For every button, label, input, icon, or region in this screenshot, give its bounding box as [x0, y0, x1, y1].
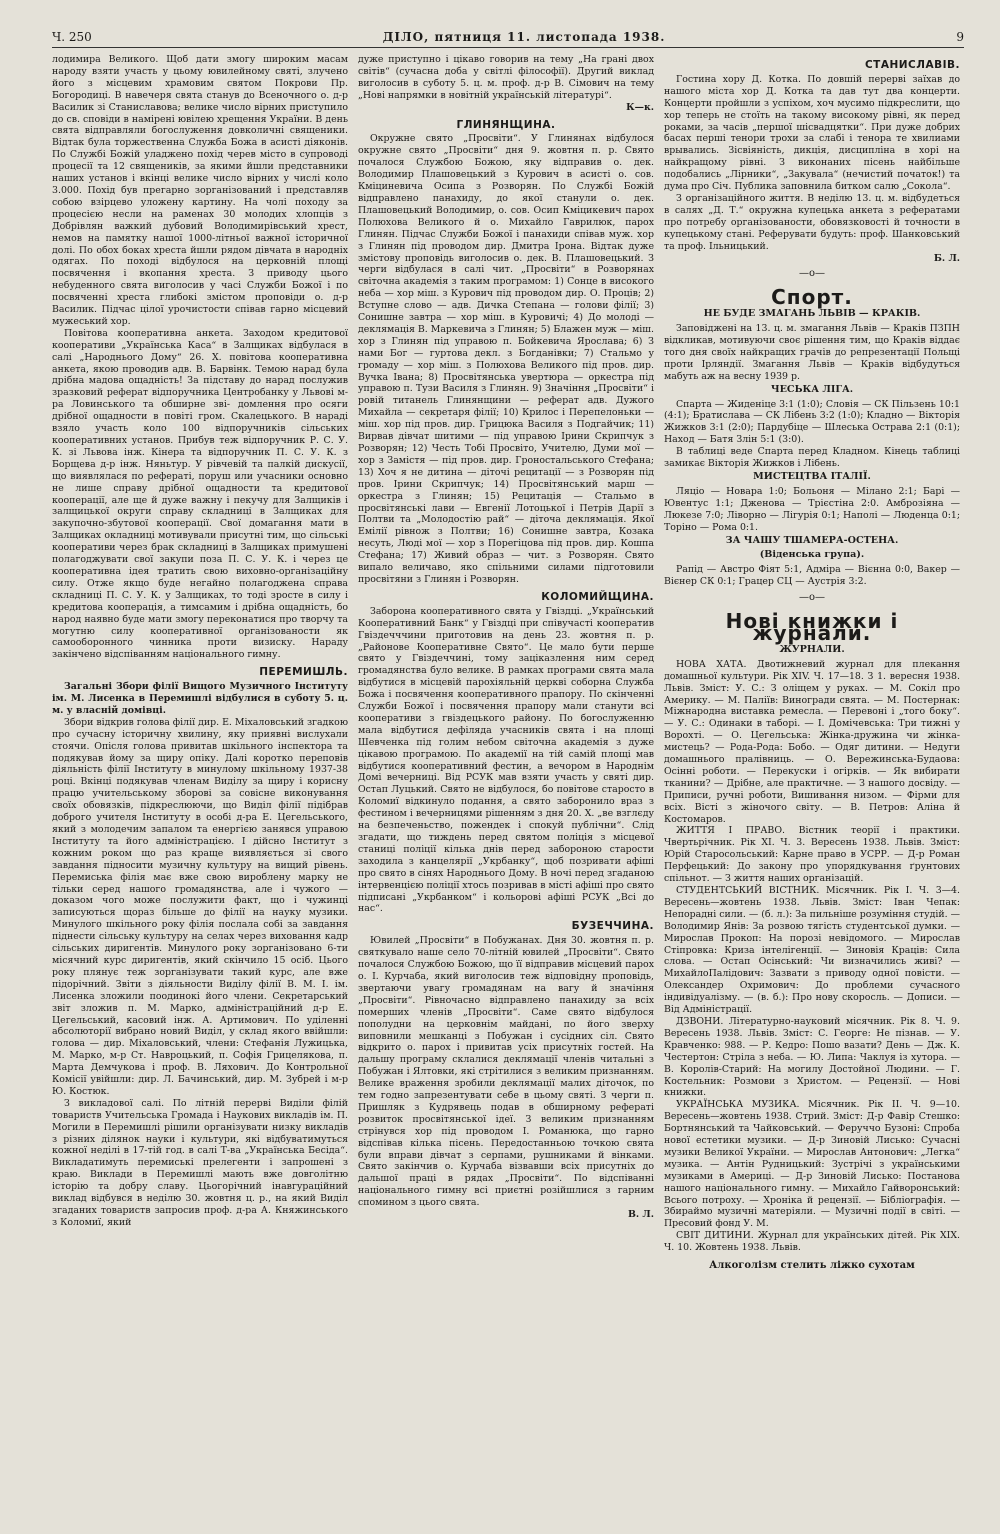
divider: —o—: [798, 268, 826, 280]
column-3: [664, 54, 960, 1534]
journal-entry: ДЗВОНИ. Літературно-науковий місячник. Рік 8. Ч. 9. Вересень 1938. Львів. Зміст: С. Георге: Не пізнав. — У. Кравченко: 988. — Р. Кедро: Пошо вазати? День — Дж. К. Честертон: Стріла з неба. — Ю. Липа: Чаклуя із хутора. — В. Королів-Старий: На могилу Достойної Людини. — Г. Костельник: Розмови з Христом. — Рецензії. — Нові книжки.: [664, 1015, 960, 1099]
journal-entry: СТУДЕНТСЬКИЙ ВІСТНИК. Місячник. Рік І. Ч. 3—4. Вересень—жовтень 1938. Львів. Зміст: Іван Чепак: Непорадні сили. — (б. л.): За пильніше розуміння студій. — Володимир Янів: За розвою тягість студентської думки. — Мирослав Прокоп: На порозі невідомого. — Мирослав Стіпровка: Криза інтелігенції. — Зиновія Краців: Сила слова. — Остап Осінський: Чи визначились живі? — МихайлоПалідович: Зазвати з приводу одної повісти. — Олександер Охримович: До проблеми сучасного індивідуалізму. — (в. б.): Про нову скоросль. — Дописи. — Від Адміністрації.: [664, 885, 960, 1016]
article-text: Спарта — Жиденіце 3:1 (1:0); Словія — СК Пільзень 10:1 (4:1); Братислава — СК Лібень 3:2 (1:0); Кладно — Вікторія Жижков 3:1 (2:0); Пардубіце — Шлеська Острава 2:1 (0:1); Наход — Батя Злін 5:1 (3:0).: [664, 398, 960, 446]
article-text: Ювилей „Просвіти“ в Побужанах. Дня 30. жовтня п. р. святкувало наше село 70-літній ювилей „Просвіти“. Свято почалося Службою Божою, що її відправив місцевий парох о. І. Курчаба, який виголосив теж відповідну проповідь, звертаючи увагу громадянам на вагу й значіння „Просвіти“. Рівночасно відправлено панахиду за всіх померших членів „Просвіти“. Саме свято відбулося пополудни на церковнім майдані, по його зверху виповнили мешканці з Побужан і сусідних сіл. Свято відкрито о. парох і привитав усіх присутніх гостей. На дальшу програму склалися деклямації членів читальні з Побужан і Ялтовки, які стрітилися з великим признанням. Велике враження зробили деклямації малих діточок, по тем годно запрезентувати себе в цьому святі. З черги п. Пришляк з Кудрявець подав в обширному рефераті розвиток просвітянської ідеї. З великим признанням стрінувся хор під проводом І. Романюка, що гарно відспівав кілька пісень. Передостанньою точкою свята були вправи дівчат з серпами, рушниками й вінками. Свято закінчив о. Курчаба візвавши всіх присутніх до дальшої праці в рядах „Просвіти“. По відспіванні національного гимну всі приєтні розійшлися з гарним спомином з цього свята.: [358, 935, 654, 1209]
article-text: З організаційного життя. В неділю 13. ц. м. відбудеться в салях „Д. Т.“ окружна купецька анкета з рефератами про потребу організованости, обовязковості й точности в купецькому стані. Реферувати будуть: проф. Шанковський та проф. Ільницький.: [664, 192, 960, 252]
column-2: [358, 54, 654, 1534]
sport-subheading: ЧЕСЬКА ЛІГА.: [770, 383, 854, 395]
article-text: Гостина хору Д. Котка. По довшій перерві заїхав до нашого міста хор Д. Котка та дав тут два концерти. Концерти пройшли з успіхом, хоч мусимо підкреслити, що хор теперь не стоїть на такому високому рівні, як перед роками, за часів „першої шісвадцятки“. При дуже добрих басах перші тенори трохи за слабі і тенора те хвилиами врывались. Зісвіяність, дикція, дисципліна в хорі на найкращому рівні. З виконаних пісень найбільше подобались „Лірники“, „Закувала“ (нечистий початок!) та дума про Січ. Публика заповнила битком салю „Сокола“.: [664, 73, 960, 193]
article-text: лодимира Великого. Щоб дати змогу широким масам народу взяти участь у цьому ювилейному святі, злучено його з місцевим храмовим святом Покрови Пр. Богородиці. В навечеря свята станув до Всеночного о. д-р Василик зі Станиславова; велике число вірних приступило до св. сповіди в намірені ювілею хрещення України. В день свята відправляли богослуження довколичні священики. Відтак була торжественна Служба Божа в асисті діяконів. По Службі Божій уладжено похід черев місто в супроводі процесії та 12 священиків, за якими йшли представники наших установ і вкінці велике число вірних у числі коло 3.000. Похід був прегарно зорганізований і представляв собою взірцево уложену картину. На чолі походу за процесією несли на раменах 30 молодих хлопців з Добрівлян важкий дубовий Володимирівський хрест, немов на памятку нашої 1000-літньої важної історичної долі. По обох боках хреста йшли рядом дівчата в народніх одягах. По поході відбулося на церковній площі посвячення і вкопання хреста. З приводу цього небуденного свята виголосив у часі Служби Божої і по посвяченні хреста глибокі змістом проповіди о. д-р Василик. Підчас цілої урочистости співав гарно місцевий мужеський хор.: [52, 54, 348, 327]
paper-title-date: ДІЛО, пятниця 11. листопада 1938.: [382, 30, 666, 44]
section-heading: БУЗЕЧЧИНА.: [571, 920, 654, 933]
sport-subheading: НЕ БУДЕ ЗМАГАНЬ ЛЬВІВ — КРАКІВ.: [703, 308, 921, 320]
journal-entry: ЖИТТЯ І ПРАВО. Вістник теорії і практики. Чвертьрічник. Рік XI. Ч. 3. Вересень 1938. Львів. Зміст: Юрій Старосольський: Карне право в УСРР. — Д-р Роман Перфецький: До закону про упорядкування ґрунтових спільнот. — З життя наших організацій.: [664, 825, 960, 885]
section-heading: ПЕРЕМИШЛЬ.: [259, 666, 348, 679]
journal-entry: УКРАЇНСЬКА МУЗИКА. Місячник. Рік II. Ч. 9—10. Вересень—жовтень 1938. Стрий. Зміст: Д-р Фавір Стешко: Бортнянський та Чайковський. — Феруччо Бузоні: Спроба нової естетики музики. — Д-р Зиновій Лисько: Сучасні музики Великої України. — Мирослав Антонович: „Легка“ музика. — Антін Рудницький: Зустрічі з українськими музиками в Америці. — Д-р Зиновій Лисько: Постанова нашого національного гимну. — Михайло Гайворонський: Всього потроху. — Хроніка й рецензії. — Бібліографія. — Збираймо музичні матеріяли. — Музичні події в світі. — Пресовий фонд У. М.: [664, 1099, 960, 1230]
section-heading: ГЛИНЯНЩИНА.: [456, 118, 556, 131]
column-1: [52, 54, 348, 1534]
section-heading: КОЛОМИЙЩИНА.: [541, 590, 654, 603]
article-text: Заповіджені на 13. ц. м. змагання Львів — Краків ПЗПН відкликав, мотивуючи своє рішення тим, що Краків віддає того дня своїх найкращих грачів до репрезентації Польщі проти Ірляндії. Змагання Львів — Краків відбудуться мабуть аж на весну 1939 р.: [664, 323, 960, 382]
issue-number: Ч. 250: [52, 30, 92, 44]
journals-heading: ЖУРНАЛИ.: [779, 643, 845, 655]
columns: [52, 54, 964, 1534]
sport-subheading: ЗА ЧАШУ ТШАМЕРА-ОСТЕНА.: [725, 534, 899, 546]
signature: В. Л.: [627, 1209, 654, 1221]
signature: К—к.: [626, 101, 654, 113]
article-text: Повітова кооперативна анкета. Заходом кредитової кооперативи „Українська Каса“ в Залщиках відбулася в салі „Народнього Дому“ 26. X. повітова кооперативна анкета, якою проводив адв. В. Барвінк. Темою нарад була дрібна мадова ощадність! За підставу до нарад послужив зразковий реферат відпоручника Центробанку у Львові м-ра Ловинського та обширне зві- домлення про осяги дрібної ощадности в повіті гром. Скалецького. В нараді взяло участь коло 100 відпоручників сільських кооперативних установ. Прибув теж відпоручник Р. С. У. К. зі Львова інж. Кінера та відпоручник П. С. У. К. з Борщева д-р інж. Няньтур. У рівчевій та палкій дискусії, що виявлялася по рефераті, поруш или учасники основно не лише справу дрібної ощадности та кредитової кооперації, але ще й дуже важну і пекучу для Залщиків і залщицької округи справу складниці в Залщиках для закупочно-збутової кооперації. Свої домагання мати в Залщиках окладниці мотивували присутні тим, що сільські кооперативи через брак складниці в Залщиках примушені полагоджувати свої закупи поза П. С. У. К. і через це кооперативна ідея тратить свою виховно-організаційну силу. Отже якщо буде негайно полагоджена справа складниці П. С. У. К. у Залщиках, то тоді зросте в силу і кредитова кооперація, а тимсамим і дрібна ощадність, бо народ наявно буде мати змогу переконатися про творчу та могутню силу кооперативної організованости як самооборонного чинника проти визиску. Нараду закінчено відспіванням національного гимну.: [52, 327, 348, 661]
article-text: Ляціо — Новара 1:0; Больоня — Мілано 2:1; Барі — Ювентус 1:1; Дженова — Трієстіна 2:0. Амброзіяна — Люкезе 7:0; Ліворно — Лігурія 0:1; Наполі — Люденца 0:1; Торіно — Рома 0:1.: [664, 485, 960, 533]
signature: Б. Л.: [933, 252, 960, 264]
masthead: [52, 30, 964, 48]
divider: —o—: [798, 592, 826, 604]
article-text: З викладової салі. По літній перерві Виділи філій товариств Учительська Громада і Наукових викладів ім. П. Могили в Перемишлі рішили організувати низку викладів з різних ділянок науки і культури, які відбуватимуться кожної неділі в 17-тій год. в салі Т-ва „Українська Бесіда“. Викладатимуть перемиські прелегенти і запрошені з краю. Виклади в Перемишлі мають вже довголітню історію та добру славу. Цьогорічний інавгураційний виклад відбувся в неділю 30. жовтня ц. р., на який Виділ згаданих товариств запросив проф. д-ра А. Княжинського з Коломиї, який: [52, 1097, 348, 1228]
sport-subheading: МИСТЕЦТВА ІТАЛІЇ.: [753, 471, 871, 482]
article-text: Рапід — Австро Фіят 5:1, Адміра — Вієнна 0:0, Вакер — Вієнер СК 0:1; Грацер СЦ — Аустрія 3:2.: [664, 564, 960, 588]
sport-subheading: (Віденська група).: [759, 549, 865, 561]
journal-entry: СВІТ ДИТИНИ. Журнал для українських дітей. Рік XIX. Ч. 10. Жовтень 1938. Львів.: [664, 1230, 960, 1254]
article-text: В таблиці веде Спарта перед Кладном. Кінець таблиці замикає Вікторія Жижков і Лібень.: [664, 446, 960, 470]
article-text: Заборона кооперативного свята у Гвіздці. „Український Кооперативний Банк“ у Гвіздці при співучасті кооператив Гвіздечччини приготовив на день 23. жовтня п. р. „Районове Кооперативне Свято“. Це мало бути перше свято у Гвіздеччині, тому заціказлення ним серед громадянства було велике. В рамках програми свята мала відбутися в місцевій парохіяльній церкві соборна Служба Божа і посвячення кооперативного прапору. По скінченні Служби Божої і посвячення прапору мали станути всі кооперативи з гвіздецького району. По богослуженню мала відбутися дефіляда учасників свята і на площі Шевченка під голим небом світочна академія з дуже цікавою програмою. По академії на тій самій площі мав відбутися кооперативний фестин, а вечором в Народнім Домі вечерниці. Від РСУК мав взяти участь у святі дир. Остап Луцький. Свято не відбулося, бо повітове старосто в Коломиї відкинуло подання, а свято заборонило враз з фестином і вечерницями рішенням з дня 20. X. „ве взглєду на безпеченьство, пожендек і спокуй публічни“. Слід згадати, що тиждень перед святом поліція з місцевої станиці поліції кілька днів перед забороною старости заходила з канцелярії „Укрбанку“, щоб позривати афіші про свято в сінях Народнього Дому. В ночі перед згаданою інтервенцією поліції хтось позривав в місті афіші про свято підписані „Укрбанком“ і кольорові афіші РСУК „Всі до нас“.: [358, 605, 654, 915]
footer-slogan: Алкоголізм стелить ліжко сухотам: [709, 1260, 915, 1272]
article-text: Збори відкрив голова філії дир. Е. Міхаловський згадкою про сучасну історичну хвилину, яку приявні вислухали стоячи. Опісля голова привитав шкільного інспектора та подякував йому за щиру опіку. Далі коротко переповів діяльність філії Інституту в минулому шкільному 1937-38 році. Вкінці подякував членам Виділу за щиру і корисну працю учительському зборові за совісне виконування своїх обовязків, підкреслюючи, що Виділ філії підібрав доброго учителя Інституту в особі д-ра Е. Цегельського, який з молодечим запалом та енергією занявся управою Інституту та його адміністрацією. І дійсно Інститут з кожним роком що раз краще виявляється зі свого завдання підносити музичну культуру на вищий рівень. Перемиська філія має вже свою вироблену марку не тільки серед нашого громадянства, але і чужого — доказом чого може послужити факт, що і чужинці записуються щораз більше до філії на науку музики. Минулого шкільного року філія послала собі за завдання піднести сільську культуру на селах через виховання кадр сільських диригентів. Минулого року зорганізовано 6-ти місячний курс диригентів, який скінчило 15 осіб. Цього року плянує теж зорганізувати такий курс, але вже підорічний. Звіти з діяльности Виділу філії В. М. І. ім. Лисенка зложили поодинокі його члени. Секретарський звіт зложив п. М. Марко, адміністраційний д-р Е. Цегельський, касовий інж. А. Артимович. По уділенні абсолюторії вибрано новий Виділ, у склад якого ввійшли: голова — дир. Міхаловський, члени: Стефанія Лужицька, М. Марко, м-р Ст. Навроцький, п. Софія Грицелякова, п. Марта Демчукова і проф. В. Ляхович. До Контрольної Комісії увійшли: дир. Л. Бачинський, дир. М. Зубрей і м-р Ю. Костюк.: [52, 716, 348, 1097]
article-text: дуже приступно і цікаво говорив на тему „На грані двох світів“ (сучасна доба у світлі філософії). Другий виклад виголосив в суботу 5. ц. м. проф. д-р В. Сімович на тему „Нові напрямки в новітній українській літературі“.: [358, 54, 654, 101]
sport-heading: Спорт.: [771, 285, 853, 310]
books-heading: Нові книжки і журнали.: [725, 609, 899, 645]
article-text: Окружне свято „Просвіти“. У Глинянах відбулося окружне свято „Просвіти“ дня 9. жовтня п. р. Свято почалося Службою Божою, яку відправив о. дек. Володимир Плашовецький з Курович в асисті о. сов. Кміциневича Осипа з Розворян. По Службі Божій відправлено панахиду, до якої станули о. дек. Плашовецький Володимир, о. сов. Осип Кміцикевич парох Полюхова Великого й о. Михайло Гаврилюк, парох Глинян. Підчас Служби Божої і панахиди співав муж. хор з Глинян під проводом дир. Дмитра Ірона. Відтак дуже змістову проповідь виголосив о. дек. В. Плашовецький. З черги відбулася в салі чит. „Просвіти“ в Розворянах світочна академія з таким програмом: 1) Сонце в високого неба — хор міш. з Курович під проводом дир. О. Проців; 2) Вступне слово — адв. Дичка Степана — голови філії; 3) Сонишне завтра — хор міш. в Куровичі; 4) До молоді — деклямація В. Маркевича з Глинян; 5) Блажен муж — міш. хор з Глинян під управою п. Бойкевича Ярослава; 6) З нами Бог — гуртова декл. з Богданівки; 7) Стальмо у громаду — хор міш. з Полюхова Великого під пров. дир. Вучка Івана; 8) Просвітянська увертюра — оркестра під управою п. Тузи Василя з Глинян. 9) Значіння „Просвіти“ і ровій титанель Глинянщини — реферат адв. Дужого Михайла — секретаря філії; 10) Крилос і Перепелоньки — міш. хор під пров. дир. Грицюка Василя з Подгайчик; 11) Вирвав дівчат шитими — під управою Ірини Скрипчук з Розворян; 12) Честь Тобі Просвіто, Учителю, Думи мої — хор з Замістя — під пров. дир. Гроностальського Стефана; 13) Хоч я не дитина — діточі рецитації — з Розворян під пров. Ірини Скрипчук; 14) Просвітянський марш — оркестра з Глинян; 15) Рецитація — Стальмо в просвітянські лави — Евгенії Лотоцької і Петрів Дарії з Полтви та „Молодостію рай“ — діточа деклямація. Якої Емілії рівнож з Полтви; 16) Сонишне завтра, Козака несуть, Люді мої — хор з Порегіцова під пров. дир. Кошпа Стефана; 17) Живий образ — чит. з Розворян. Свято випало величаво, яко спільними силами підготовили просвітяни з Глинян і Розворян.: [358, 133, 654, 585]
article-subheading: Загальні Збори філії Вищого Музичного Інституту ім. М. Лисенка в Перемишлі відбулися в суботу 5. ц. м. у власній домівці.: [52, 681, 348, 716]
journal-entry: НОВА ХАТА. Двотижневий журнал для плекання домашньої культури. Рік XIV. Ч. 17—18. З 1. вересня 1938. Львів. Зміст: У. С.: З оліщем у руках. — М. Сокіл про Америку. — М. Паліїв: Виногради свята. — М. Постернак: Міжнародна виставка ремесла. — Перевоні і „того боку“. — У. С.: Одинаки в таборі. — І. Домічевська: Три тижні у Ворохті. — О. Цегельська: Жінка-дружина чи жінка-мистець? — Рода-Рода: Бобо. — Одяг дитини. — Недуги домашнього пралівниць. — О. Вережинська-Будаова: Осінні роботи. — Перекуски і огірків. — Як вибирати тканини? — Дрібне, але практичне. — З нашого досвіду. — Приписи, ручні роботи, Вишивання низом. — Фірми для всіх. Вісті з жіночого світу. — В. Петров: Аліна й Костомаров.: [664, 658, 960, 825]
section-heading: СТАНИСЛАВІВ.: [864, 59, 960, 71]
page-number: 9: [956, 30, 964, 44]
